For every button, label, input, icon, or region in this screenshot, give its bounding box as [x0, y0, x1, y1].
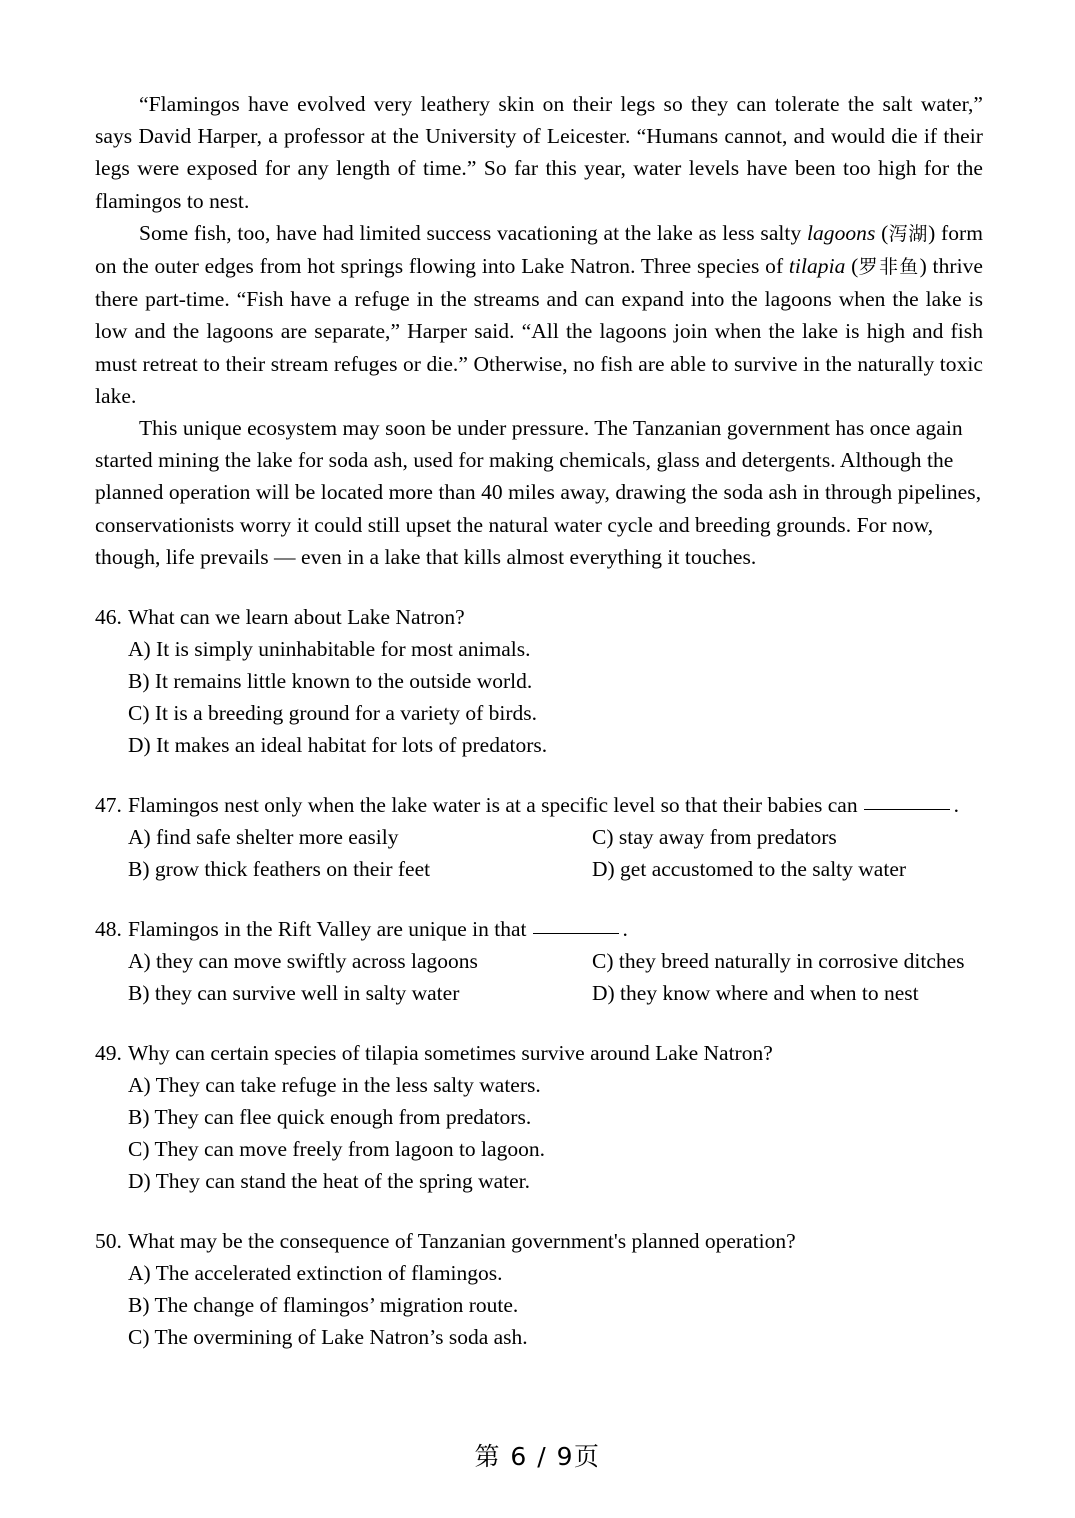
question-48-answer-blank[interactable] — [533, 916, 619, 934]
question-47-option-row-2 — [95, 853, 983, 885]
page-footer: 第 6 / 9页 — [474, 1442, 601, 1471]
reading-passage — [95, 88, 983, 573]
question-46-option-c[interactable]: C) It is a breeding ground for a variety of birds. — [128, 701, 537, 726]
question-46-option-a[interactable]: A) It is simply uninhabitable for most animals. — [128, 637, 531, 662]
passage-paragraph-2 — [95, 217, 983, 412]
p2-gloss-close-1: ) — [928, 220, 941, 245]
question-48-option-a[interactable]: A) they can move swiftly across lagoons — [128, 949, 478, 974]
page-content — [95, 88, 983, 1353]
gloss-tilapia-chinese: 罗非鱼 — [858, 256, 920, 279]
passage-paragraph-3: This unique ecosystem may soon be under pressure. The Tanzanian government has once again started mining the lake for soda ash, used for making chemicals, glass and detergents. Although the planned operation will be located more than 40 miles away, drawing the soda ash in through pipelines, conservationists worry it could still upset the natural water cycle and breeding grounds. For now, though, life prevails — even in a lake that kills almost everything it touches. — [95, 416, 982, 569]
question-47-number: 47. — [95, 793, 122, 818]
passage-paragraph-1: “Flamingos have evolved very leathery skin on their legs so they can tolerate the salt water,” says David Harper, a professor at the University of Leicester. “Humans cannot, and would die if their legs were exposed for any length of time.” So far this year, water levels have been too high for the flamingos to nest. — [95, 92, 983, 213]
question-48-option-b[interactable]: B) they can survive well in salty water — [128, 981, 460, 1006]
question-48 — [95, 913, 983, 1009]
question-47-option-b[interactable]: B) grow thick feathers on their feet — [128, 857, 431, 882]
question-50-option-a[interactable]: A) The accelerated extinction of flamingos. — [128, 1261, 503, 1286]
question-50-option-c[interactable]: C) The overmining of Lake Natron’s soda ash. — [128, 1325, 528, 1350]
question-46 — [95, 601, 983, 761]
question-49-option-a[interactable]: A) They can take refuge in the less salty waters. — [128, 1073, 541, 1098]
question-49-option-c[interactable]: C) They can move freely from lagoon to lagoon. — [128, 1137, 545, 1162]
question-47-option-d[interactable]: D) get accustomed to the salty water — [592, 857, 907, 882]
p2-gloss-open-2: ( — [845, 254, 859, 279]
question-48-stem-period: . — [622, 917, 628, 942]
p2-text-after-tilapia: thrive there part-time. “Fish have a refuge in the streams and can expand into the lagoons when the lake is low and the lagoons are separate,” Harper said. “All the lagoons join when the lake is high and fish must retreat to their stream refuges or die.” Otherwise, no fish are able to survive in the naturally toxic lake. — [95, 254, 983, 408]
question-48-option-c[interactable]: C) they breed naturally in corrosive ditches — [592, 949, 965, 974]
question-47-option-a[interactable]: A) find safe shelter more easily — [128, 825, 399, 850]
question-47-options — [95, 821, 983, 885]
question-48-options — [95, 945, 983, 1009]
question-50-number: 50. — [95, 1229, 122, 1254]
question-47-option-c[interactable]: C) stay away from predators — [592, 825, 837, 850]
term-lagoons-italic: lagoons — [806, 220, 876, 245]
question-49-stem-text: Why can certain species of tilapia sometimes survive around Lake Natron? — [128, 1041, 773, 1066]
term-tilapia-italic: tilapia — [788, 254, 846, 279]
question-49-options — [95, 1069, 983, 1197]
p2-text-before-lagoons: Some fish, too, have had limited success vacationing at the lake as less salty — [139, 220, 807, 245]
question-46-number: 46. — [95, 605, 122, 630]
question-47-stem-text: Flamingos nest only when the lake water is at a specific level so that their babies can — [128, 793, 858, 818]
question-50-options — [95, 1257, 983, 1353]
question-47-stem — [95, 789, 983, 821]
question-49-number: 49. — [95, 1041, 122, 1066]
question-47 — [95, 789, 983, 885]
question-48-stem — [95, 913, 983, 945]
gloss-lagoons-chinese: 泻湖 — [888, 222, 929, 245]
question-46-options — [95, 633, 983, 761]
question-48-stem-text: Flamingos in the Rift Valley are unique in that — [128, 917, 527, 942]
question-46-option-d[interactable]: D) It makes an ideal habitat for lots of predators. — [128, 733, 548, 758]
question-49-stem — [95, 1037, 983, 1069]
question-50-option-b[interactable]: B) The change of flamingos’ migration route. — [128, 1293, 519, 1318]
question-49 — [95, 1037, 983, 1197]
question-47-stem-period: . — [953, 793, 959, 818]
p2-gloss-close-2: ) — [919, 254, 933, 279]
p2-text-after-lagoons: form on the outer edges from hot springs flowing into Lake Natron. Three species of — [95, 220, 983, 279]
question-48-option-row-2 — [95, 977, 983, 1009]
question-46-stem — [95, 601, 983, 633]
question-47-option-row-1 — [95, 821, 983, 853]
question-46-stem-text: What can we learn about Lake Natron? — [128, 605, 465, 630]
question-49-option-d[interactable]: D) They can stand the heat of the spring water. — [128, 1169, 531, 1194]
question-48-number: 48. — [95, 917, 122, 942]
question-48-option-d[interactable]: D) they know where and when to nest — [592, 981, 919, 1006]
question-49-option-b[interactable]: B) They can flee quick enough from predators. — [128, 1105, 532, 1130]
question-46-option-b[interactable]: B) It remains little known to the outside world. — [128, 669, 533, 694]
question-48-option-row-1 — [95, 945, 983, 977]
question-50 — [95, 1225, 983, 1353]
question-47-answer-blank[interactable] — [864, 792, 950, 810]
p2-gloss-open-1: ( — [875, 220, 889, 245]
question-50-stem — [95, 1225, 983, 1257]
question-50-stem-text: What may be the consequence of Tanzanian government's planned operation? — [128, 1229, 796, 1254]
